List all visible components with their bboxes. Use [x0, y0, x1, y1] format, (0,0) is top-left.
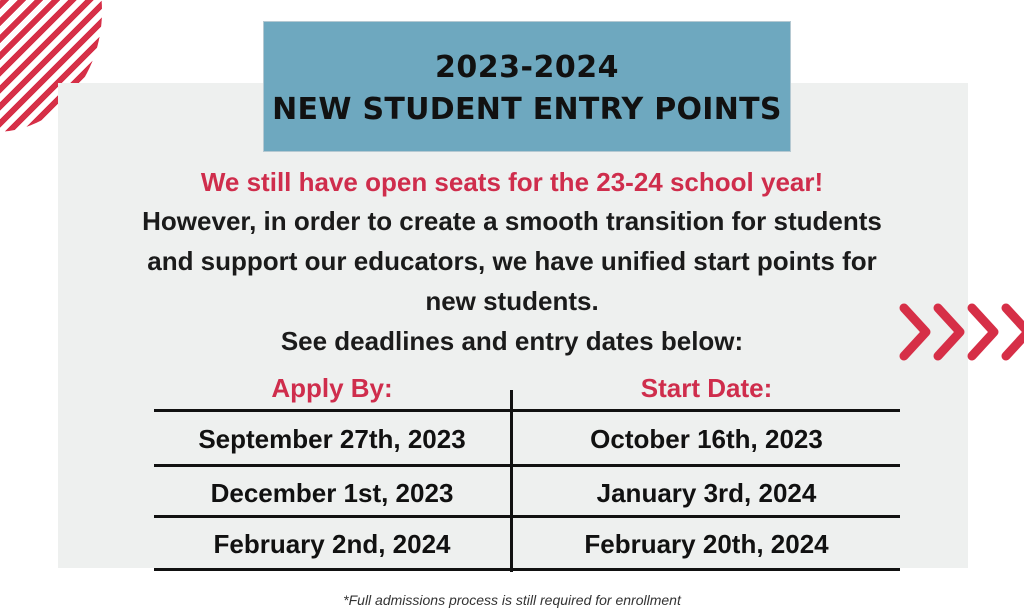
table-rule	[154, 568, 900, 571]
body-line-1: However, in order to create a smooth transition for students	[142, 206, 882, 236]
apply-by-header: Apply By:	[271, 373, 393, 403]
table-rule	[154, 409, 900, 412]
title-banner	[263, 21, 791, 152]
start-date-header: Start Date:	[640, 373, 773, 403]
table-rule	[154, 464, 900, 467]
apply-by-cell: September 27th, 2023	[198, 424, 466, 454]
body-line-3: new students.	[425, 286, 599, 316]
open-seats-message: We still have open seats for the 23-24 school year!	[200, 167, 824, 197]
body-line-4: See deadlines and entry dates below:	[280, 326, 744, 356]
apply-by-cell: February 2nd, 2024	[213, 529, 451, 559]
start-date-cell: February 20th, 2024	[584, 529, 829, 559]
body-line-2: and support our educators, we have unified start points for	[147, 246, 877, 276]
start-date-cell: January 3rd, 2024	[596, 478, 817, 508]
start-date-cell: October 16th, 2023	[590, 424, 823, 454]
title-heading: NEW STUDENT ENTRY POINTS	[272, 92, 782, 127]
title-year: 2023-2024	[435, 50, 619, 85]
chevron-arrows-icon	[896, 300, 1024, 364]
table-rule	[154, 515, 900, 518]
apply-by-cell: December 1st, 2023	[210, 478, 454, 508]
enrollment-footnote: *Full admissions process is still required for enrollment	[343, 592, 681, 608]
